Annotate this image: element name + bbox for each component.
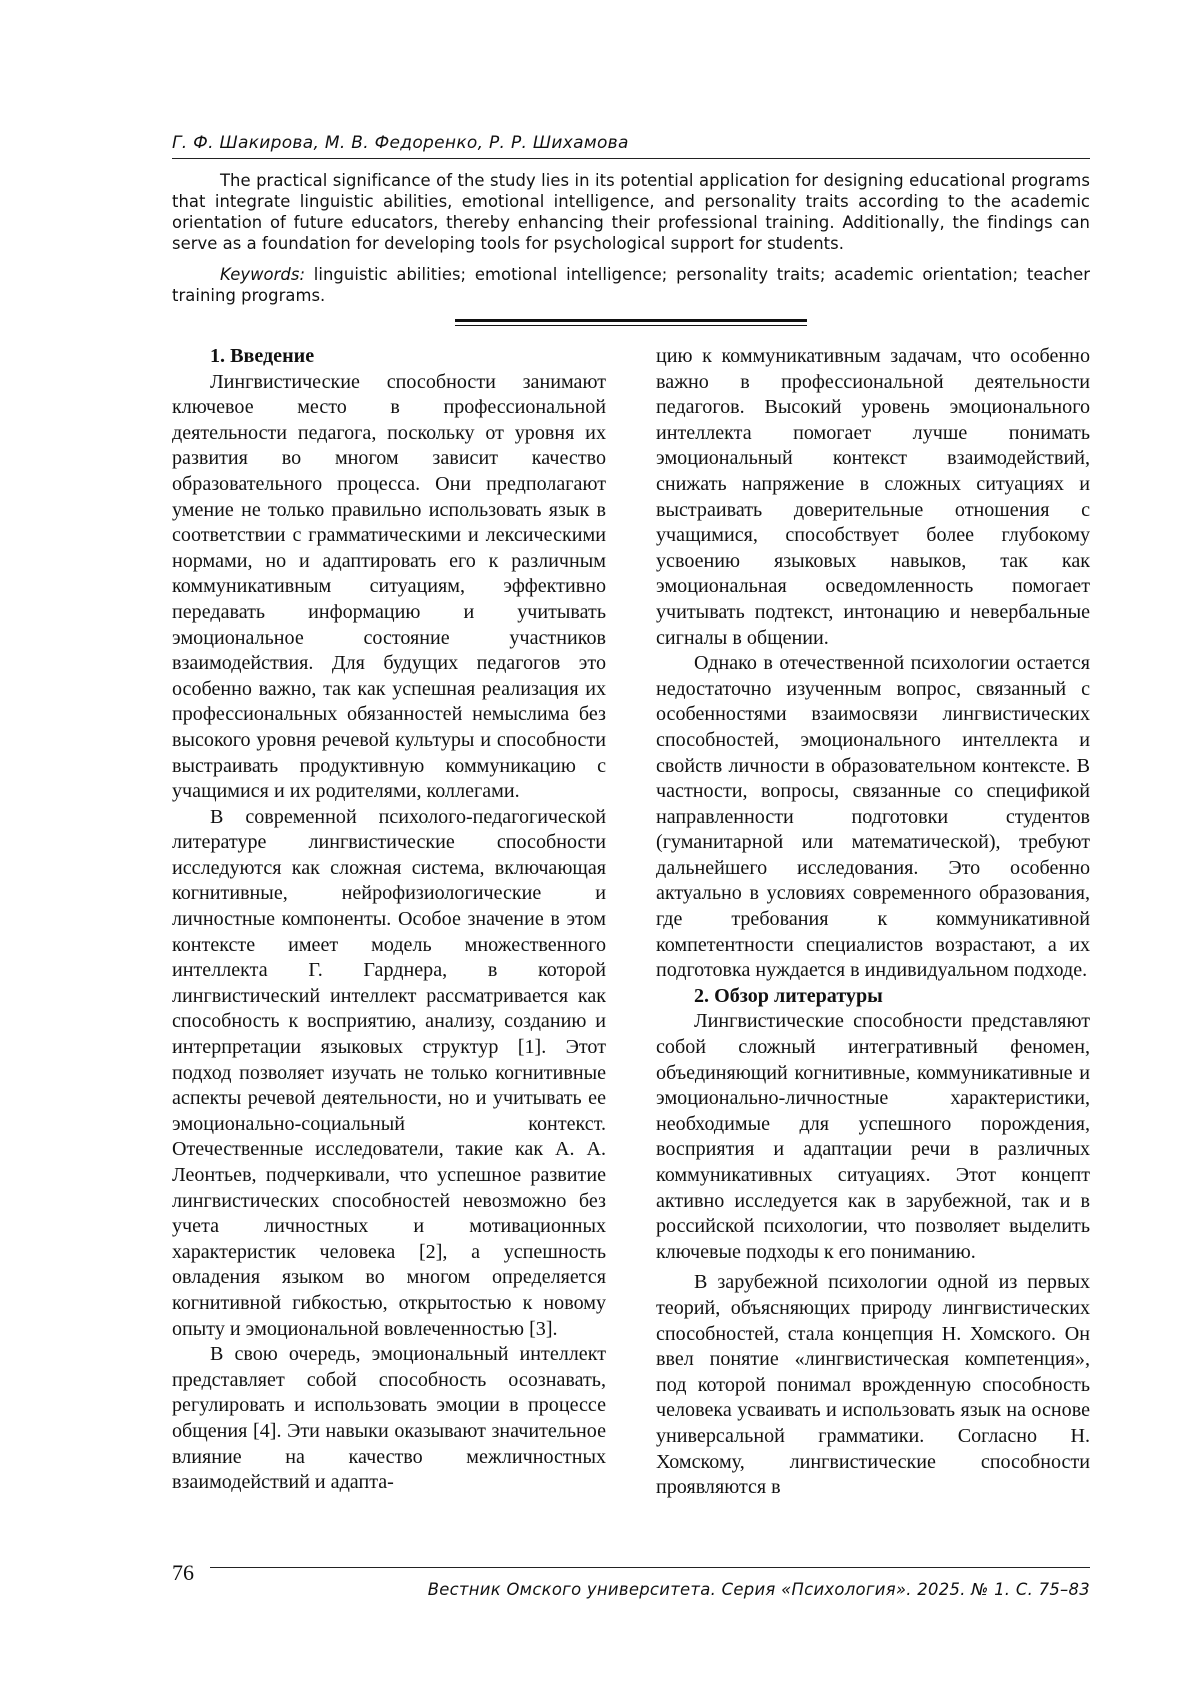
section-heading-introduction: 1. Введение [210,345,315,367]
keywords-label: Keywords: [220,265,306,284]
keywords-list: linguistic abilities; emotional intelligence; personality traits; academic orientation; teacher training programs. [172,265,1091,305]
right-column [656,344,1090,1501]
page-number: 76 [172,1560,194,1585]
abstract [172,170,1090,306]
footer-rule [210,1567,1090,1568]
right-paragraph-continued: цию к коммуникативным задачам, что особенно важно в профессиональной деятельности педагогов. Высокий уровень эмоционального интеллекта помогает лучше понимать эмоциональный контекст взаимодействий, снижать напряжение в сложных ситуациях и выстраивать доверительные отношения с учащимися, способствует более глубокому усвоению языковых навыков, так как эмоциональная осведомленность помогает учитывать подтекст, интонацию и невербальные сигналы в общении. [656,345,1090,649]
left-paragraph-3: В свою очередь, эмоциональный интеллект представляет собой способность осознавать, регулировать и использовать эмоции в процессе общения [4]. Эти навыки оказывают значительное влияние на качество межличностных взаимодействий и адапта- [172,1343,606,1494]
section-heading-literature-review: 2. Обзор литературы [694,984,883,1007]
left-column [172,344,606,1496]
journal-citation: Вестник Омского университета. Серия «Психология». 2025. № 1. С. 75–83 [427,1580,1090,1599]
separator-thick-line [455,319,807,322]
left-paragraph-2: В современной психолого-педагогической литературе лингвистические способности исследуются как сложная система, включающая когнитивные, нейрофизиологические и личностные компоненты. Особое значение в этом контексте имеет модель множественного интеллекта Г. Гарднера, в которой лингвистический интеллект рассматривается как способность к восприятию, анализу, созданию и интерпретации языковых структур [1]. Этот подход позволяет изучать не только когнитивные аспекты речевой деятельности, но и учитывать ее эмоционально-социальный контекст. Отечественные исследователи, такие как А. А. Леонтьев, подчеркивали, что успешное развитие лингвистических способностей невозможно без учета личностных и мотивационных характеристик человека [2], а успешность овладения языком во многом определяется когнитивной гибкостью, открытостью к новому опыту и эмоциональной вовлеченностью [3]. [172,805,606,1340]
section-separator [455,319,807,327]
keywords-line [172,264,1090,306]
right-paragraph-2: Однако в отечественной психологии остается недостаточно изученным вопрос, связанный с особенностями взаимосвязи лингвистических способностей, эмоционального интеллекта и свойств личности в образовательном контексте. В частности, вопросы, связанные со спецификой направленности подготовки студентов (гуманитарной или математической), требуют дальнейшего исследования. Это особенно актуально в условиях современного образования, где требования к коммуникативной компетентности специалистов возрастают, а их подготовка нуждается в индивидуальном подходе. [656,652,1090,982]
header-rule [172,158,1090,159]
running-head-authors: Г. Ф. Шакирова, М. В. Федоренко, Р. Р. Шихамова [172,133,629,153]
right-paragraph-4: В зарубежной психологии одной из первых теорий, объясняющих природу лингвистических способностей, стала концепция Н. Хомского. Он ввел понятие «лингвистическая компетенция», под которой понимал врожденную способность человека усваивать и использовать язык на основе универсальной грамматики. Согласно Н. Хомскому, лингвистические способности проявляются в [656,1271,1090,1499]
abstract-text: The practical significance of the study lies in its potential application for designing educational programs that integrate linguistic abilities, emotional intelligence, and personality traits according to the academic orientation of future educators, thereby enhancing their professional training. Additionally, the findings can serve as a foundation for developing tools for psychological support for students. [172,171,1090,253]
right-paragraph-3: Лингвистические способности представляют собой сложный интегративный феномен, объединяющий когнитивные, коммуникативные и эмоционально-личностные характеристики, необходимые для успешного порождения, восприятия и адаптации речи в различных коммуникативных ситуациях. Этот концепт активно исследуется как в зарубежной, так и в российской психологии, что позволяет выделить ключевые подходы к его пониманию. [656,1010,1090,1263]
left-paragraph-1: Лингвистические способности занимают ключевое место в профессиональной деятельности педагога, поскольку от уровня их развития во многом зависит качество образовательного процесса. Они предполагают умение не только правильно использовать язык в соответствии с грамматическими и лексическими нормами, но и адаптировать его к различным коммуникативным ситуациям, эффективно передавать информацию и учитывать эмоциональное состояние участников взаимодействия. Для будущих педагогов это особенно важно, так как успешная реализация их профессиональных обязанностей немыслима без высокого уровня речевой культуры и способности выстраивать продуктивную коммуникацию с учащимися и их родителями, коллегами. [172,370,606,803]
separator-thin-line [455,325,807,326]
